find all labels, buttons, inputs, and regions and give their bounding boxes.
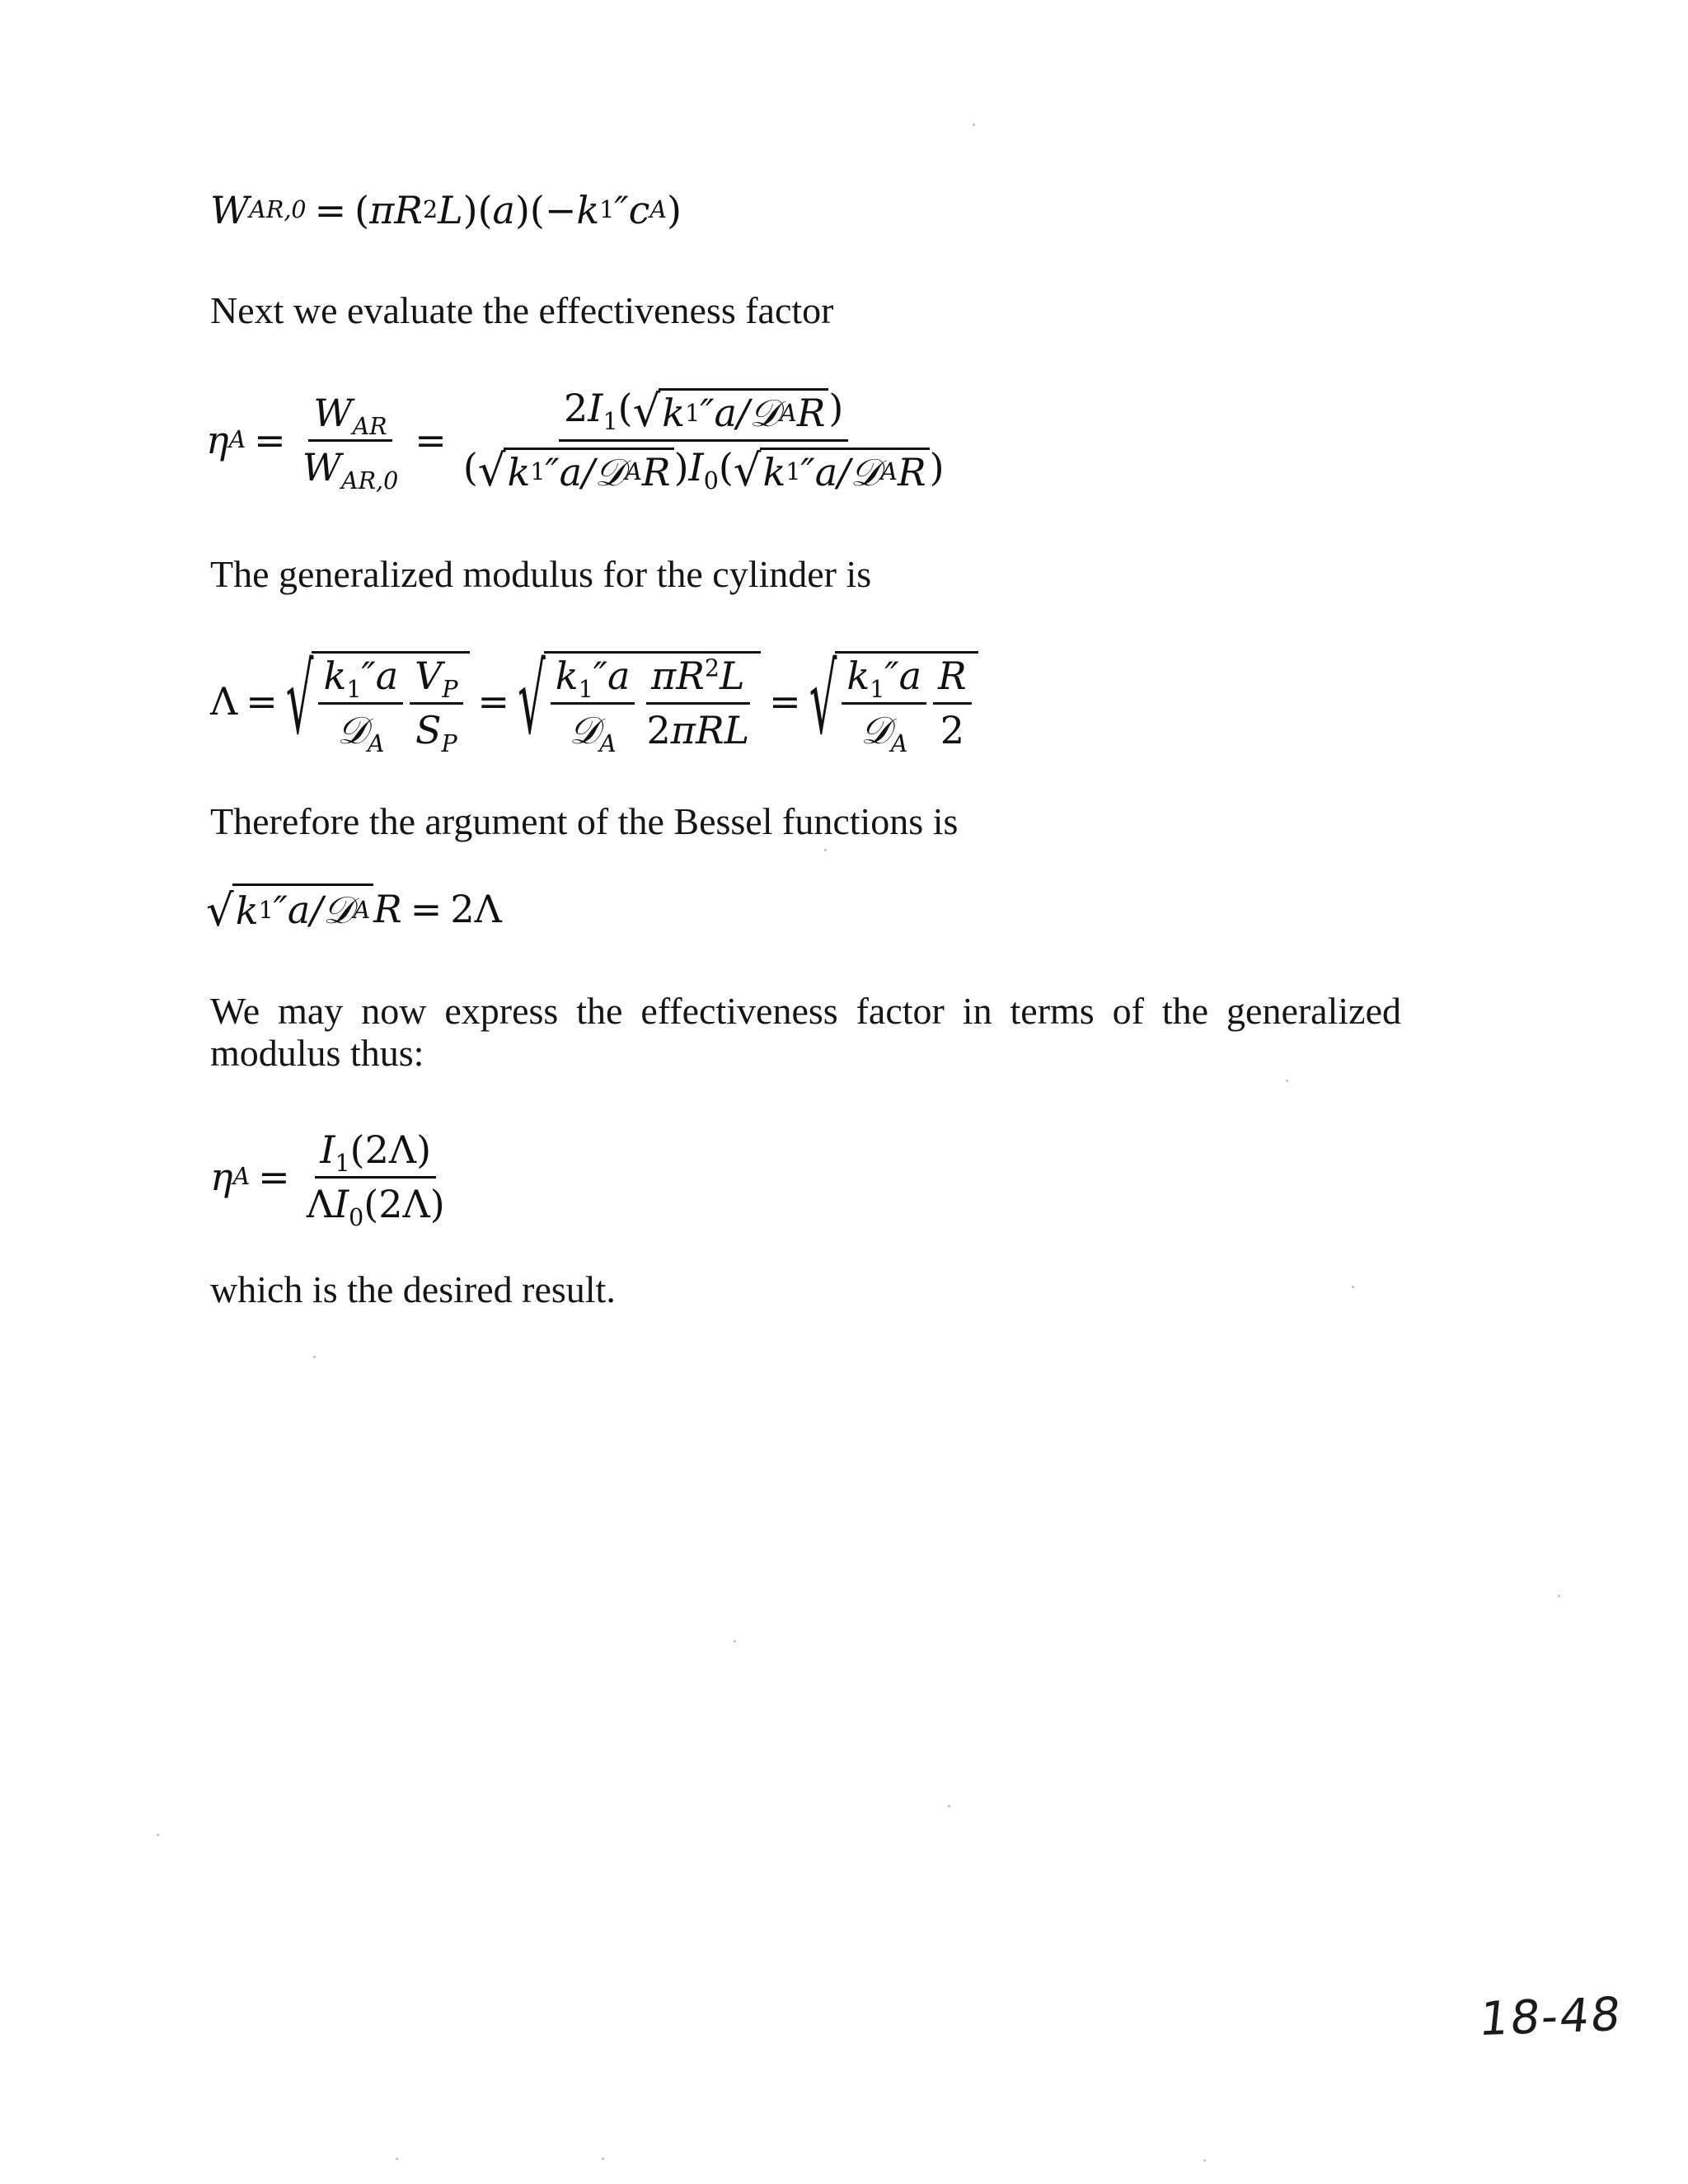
paragraph-generalized-modulus-intro: The generalized modulus for the cylinder is bbox=[210, 553, 872, 595]
paragraph-desired-result: which is the desired result. bbox=[210, 1268, 616, 1310]
page-number: 18-48 bbox=[1476, 1987, 1625, 2047]
equation-final-result: η A = $\frac{I_1(2\Lambda)}{\Lambda I_0(2\Lambda)}$ bbox=[210, 1127, 445, 1231]
paragraph-express-effectiveness: We may now express the effectiveness factor in terms of the generalized modulus thus: bbox=[210, 990, 1401, 1074]
scan-speck bbox=[602, 2158, 604, 2160]
equation-generalized-modulus: Λ = √ $\frac{k_1''a}{𝒟_A}$ $\frac{V_P}{S_P}$ = √ $\frac{k_1''a}{𝒟_A}$ $\frac{\pi R^2L}{\text{2πRL}}$ = √ $\frac{k_1''a}{𝒟_A}$ $\frac{R}{2}$ bbox=[210, 651, 978, 751]
scan-speck bbox=[948, 1805, 950, 1807]
scan-speck bbox=[1286, 1080, 1288, 1082]
scan-speck bbox=[1203, 2159, 1206, 2162]
scan-speck bbox=[734, 1640, 736, 1643]
scan-speck bbox=[973, 124, 975, 126]
scan-speck bbox=[396, 2158, 398, 2160]
equation-w-ar0: W AR,0 = ( πR 2 L )( a )(− k 1 ″c A ) bbox=[210, 188, 682, 232]
equation-bessel-argument: √ k 1 ″a/𝒟 A R = 2Λ bbox=[206, 883, 502, 935]
scan-speck bbox=[1352, 1286, 1354, 1288]
scan-speck bbox=[824, 849, 827, 851]
paragraph-bessel-argument-intro: Therefore the argument of the Bessel functions is bbox=[210, 800, 959, 842]
paragraph-effectiveness-intro: Next we evaluate the effectiveness factor bbox=[210, 289, 834, 331]
scan-speck bbox=[157, 1834, 159, 1836]
scan-speck bbox=[1558, 1595, 1560, 1597]
equation-effectiveness-factor: η A = $\frac{W_{AR}}{W_{AR,0}}$ = $2I_1$( √ k 1 ″a/𝒟 A R ) ( √ k 1 ″a/𝒟 A R )$I_0$( √ k 1 ″a/𝒟 A R ) bbox=[206, 386, 945, 496]
scan-speck bbox=[313, 1356, 316, 1358]
